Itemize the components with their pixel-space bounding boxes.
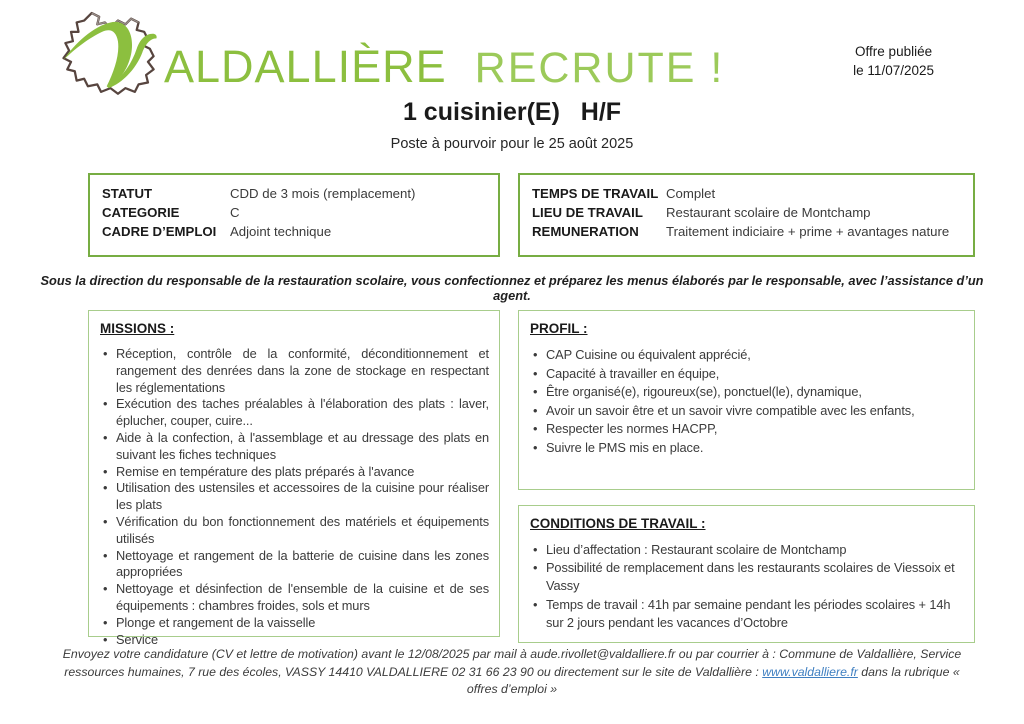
conditions-box — [518, 505, 975, 643]
info-value: CDD de 3 mois (remplacement) — [230, 186, 416, 201]
page-title: 1 cuisinier(E) H/F — [402, 98, 622, 126]
header-brand — [56, 2, 724, 98]
profil-box — [518, 310, 975, 490]
info-row — [102, 222, 486, 241]
conditions-title: CONDITIONS DE TRAVAIL : — [530, 516, 706, 531]
bullet-item: • Utilisation des ustensiles et accessoires de la cuisine pour réaliser les plats — [103, 480, 489, 514]
bullet-item: • CAP Cuisine ou équivalent apprécié, — [533, 346, 964, 365]
info-row — [532, 184, 961, 203]
conditions-list — [530, 541, 964, 632]
info-label: TEMPS DE TRAVAIL — [532, 186, 659, 201]
bullet-item: • Plonge et rangement de la vaisselle — [103, 615, 489, 632]
info-label: STATUT — [102, 186, 153, 201]
info-value: Adjoint technique — [230, 224, 332, 239]
info-label: CATEGORIE — [102, 205, 180, 220]
info-row — [102, 184, 486, 203]
page-subtitle: Poste à pourvoir pour le 25 août 2025 — [390, 136, 634, 152]
missions-list — [100, 346, 489, 648]
info-value: Restaurant scolaire de Montchamp — [666, 205, 871, 220]
info-row — [532, 203, 961, 222]
footer-text-before-link: Envoyez votre candidature (CV et lettre de motivation) avant le 12/08/2025 par mail à aude.rivollet@valdalliere.fr ou par courrier à : Commune de Valdallière, Service ressources humaines, 7 rue des écoles, VASSY 14410 VALDALLIERE 02 31 66 23 90 ou directement sur le site de Valdallière : — [62, 647, 962, 679]
info-value: Traitement indiciaire + prime + avantages nature — [666, 224, 950, 239]
missions-title: MISSIONS : — [100, 321, 175, 336]
publication-date — [853, 42, 934, 80]
bullet-item: • Temps de travail : 41h par semaine pendant les périodes scolaires + 14h sur 2 jours pendant les vacances d’Octobre — [533, 596, 964, 632]
profil-list — [530, 346, 964, 458]
info-row — [102, 203, 486, 222]
info-label: LIEU DE TRAVAIL — [532, 205, 643, 220]
application-instructions — [62, 646, 962, 699]
info-label: REMUNERATION — [532, 224, 639, 239]
info-row — [532, 222, 961, 241]
intro-sentence: Sous la direction du responsable de la restauration scolaire, vous confectionnez et préparez les menus élaborés par le responsable, avec l’assistance d’un agent. — [40, 273, 984, 303]
info-value: Complet — [666, 186, 716, 201]
footer-text-after-link: dans la rubrique « offres d’emploi » — [466, 664, 960, 696]
bullet-item: • Nettoyage et rangement de la batterie de cuisine dans les zones appropriées — [103, 548, 489, 582]
bullet-item: • Remise en température des plats préparés à l'avance — [103, 464, 489, 481]
bullet-item: • Suivre le PMS mis en place. — [533, 439, 964, 458]
bullet-item: • Capacité à travailler en équipe, — [533, 365, 964, 384]
bullet-item: • Exécution des taches préalables à l'élaboration des plats : laver, éplucher, couper, cuire... — [103, 396, 489, 430]
valdalliere-website-link[interactable]: www.valdalliere.fr — [762, 664, 858, 679]
publication-date-line2: le 11/07/2025 — [853, 63, 934, 78]
status-info-box — [88, 173, 500, 257]
bullet-item: • Respecter les normes HACPP, — [533, 420, 964, 439]
bullet-item: • Avoir un savoir être et un savoir vivre compatible avec les enfants, — [533, 402, 964, 421]
bullet-item: • Aide à la confection, à l'assemblage et au dressage des plats en suivant les fiches techniques — [103, 430, 489, 464]
bullet-item: • Nettoyage et désinfection de l'ensemble de la cuisine et de ses équipements : chambres froides, sols et murs — [103, 581, 489, 615]
bullet-item: • Être organisé(e), rigoureux(se), ponctuel(le), dynamique, — [533, 383, 964, 402]
info-label: CADRE D’EMPLOI — [102, 224, 217, 239]
bullet-item: • Vérification du bon fonctionnement des matériels et équipements utilisés — [103, 514, 489, 548]
bullet-item: • Possibilité de remplacement dans les restaurants scolaires de Viessoix et Vassy — [533, 559, 964, 595]
bullet-item: • Lieu d’affectation : Restaurant scolaire de Montchamp — [533, 541, 964, 559]
info-value: C — [230, 205, 240, 220]
work-info-box — [518, 173, 975, 257]
brand-recrute: RECRUTE ! — [474, 44, 725, 92]
valdalliere-logo-icon — [56, 6, 178, 98]
bullet-item: • Réception, contrôle de la conformité, déconditionnement et rangement des denrées dans la zone de stockage en respectant les réglementations — [103, 346, 489, 396]
profil-title: PROFIL : — [530, 321, 588, 336]
publication-date-line1: Offre publiée — [855, 44, 933, 59]
missions-box — [88, 310, 500, 647]
brand-name: ALDALLIÈRE — [164, 41, 447, 92]
bullet-item: • Service — [103, 632, 489, 649]
